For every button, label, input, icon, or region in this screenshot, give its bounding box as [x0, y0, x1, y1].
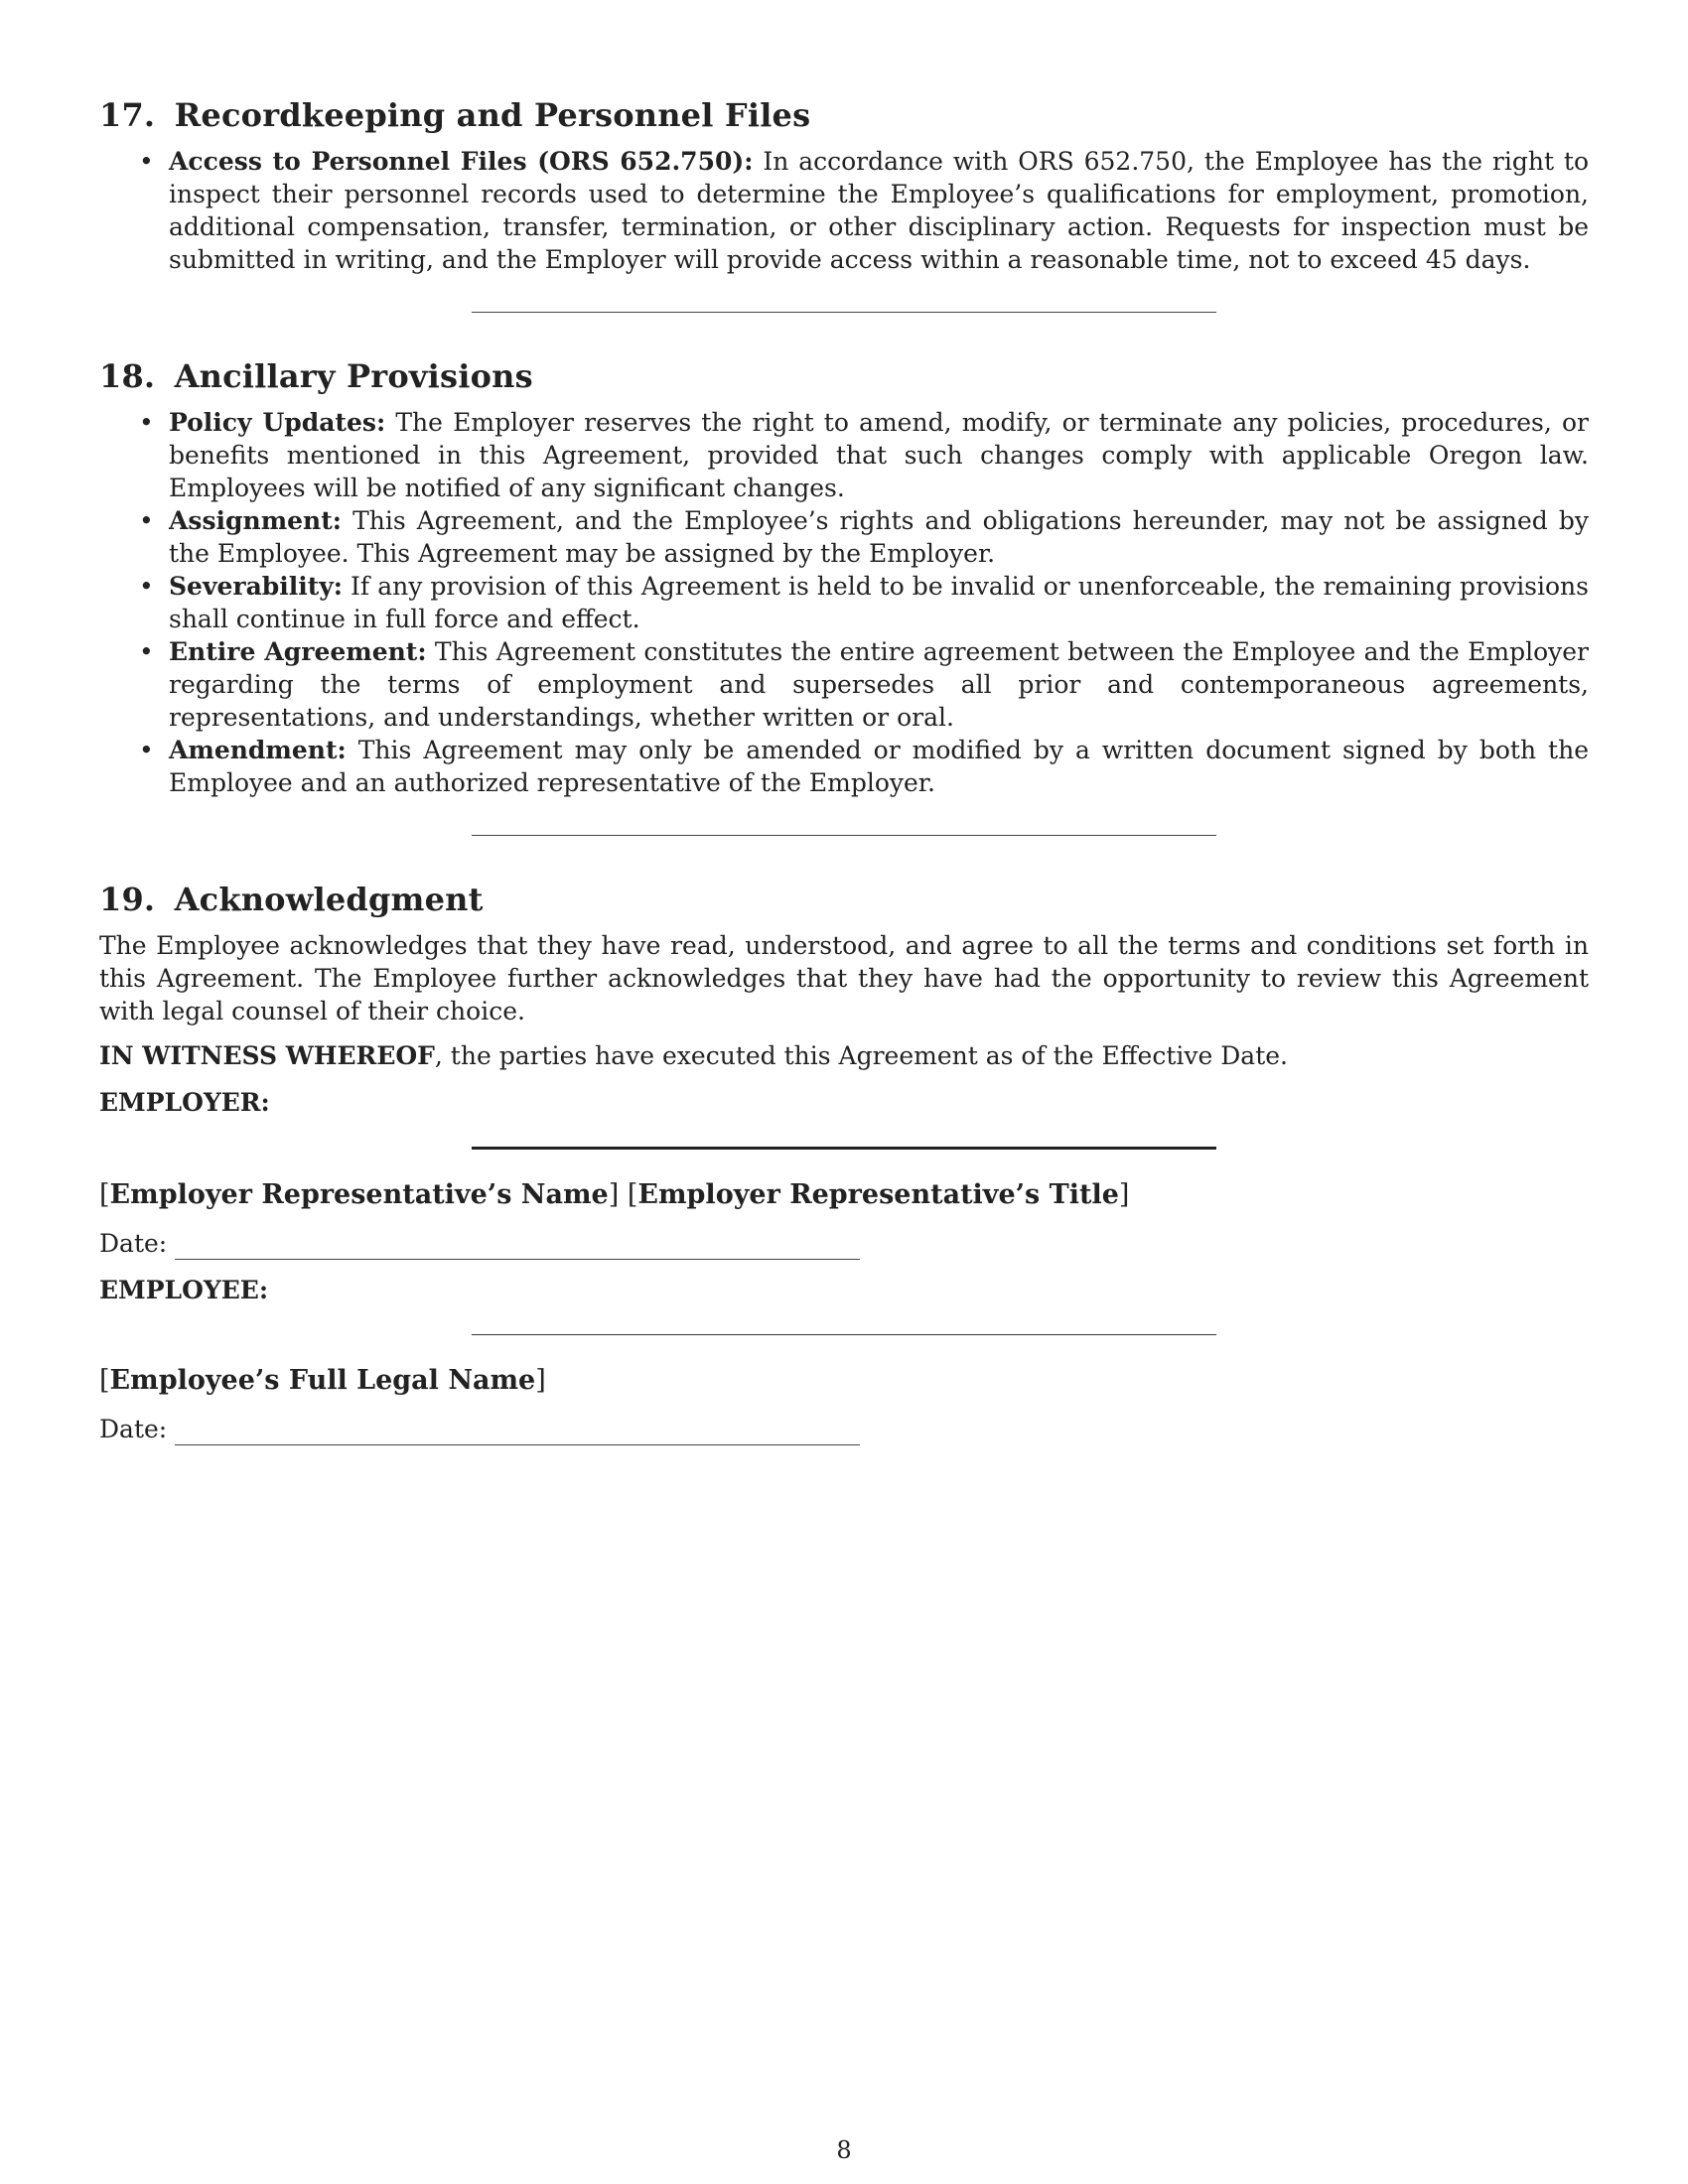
section-19-heading [99, 880, 1589, 919]
employer-rep-title: Employer Representative’s Title [637, 1179, 1119, 1210]
item-text: This Agreement may only be amended or modified by a written document signed by both the Employee and an authorized representative of the Employer. [169, 736, 1589, 797]
bracket: ] [535, 1365, 546, 1396]
item-label: Access to Personnel Files (ORS 652.750): [169, 147, 754, 176]
item-label: Severability: [169, 572, 344, 601]
employee-signature-line[interactable] [472, 1334, 1216, 1335]
section-title: Ancillary Provisions [174, 357, 533, 395]
item-text: If any provision of this Agreement is held to be invalid or unenforceable, the remaining provisions shall continue in full force and effect. [169, 572, 1589, 633]
employee-name: Employee’s Full Legal Name [109, 1365, 536, 1396]
acknowledgment-paragraph: The Employee acknowledges that they have read, understood, and agree to all the terms and conditions set forth in this Agreement. The Employee further acknowledges that they have had the opportunity to review this Agreement with legal counsel of their choice. [99, 931, 1589, 1025]
list-item [169, 734, 1589, 799]
employer-rep-name: Employer Representative’s Name [109, 1179, 609, 1210]
employer-name-line [99, 1177, 1589, 1213]
witness-bold: IN WITNESS WHEREOF [99, 1041, 435, 1070]
section-divider [472, 835, 1216, 836]
section-18-list [99, 406, 1589, 799]
list-item [169, 406, 1589, 504]
bracket: [ [99, 1365, 110, 1396]
item-text: In accordance with ORS 652.750, the Employee has the right to inspect their personnel records used to determine the Employee’s qualifications for employment, promotion, additional compensation, transfer, termination, or other disciplinary action. Requests for inspection must be submitted in writing, and the Employer will provide access within a reasonable time, not to exceed 45 days. [169, 147, 1589, 274]
list-item [169, 570, 1589, 635]
date-label: Date: [99, 1229, 168, 1258]
section-17-list [99, 145, 1589, 276]
item-label: Amendment: [169, 736, 347, 764]
bracket: [ [619, 1179, 638, 1210]
section-title: Acknowledgment [174, 881, 484, 918]
employee-date-field[interactable] [175, 1419, 860, 1445]
list-item [169, 504, 1589, 570]
page-content [99, 95, 1589, 1445]
employer-signature-line[interactable] [472, 1147, 1216, 1150]
section-title: Recordkeeping and Personnel Files [174, 96, 811, 134]
item-label: Policy Updates: [169, 408, 386, 437]
employer-label: EMPLOYER: [99, 1088, 270, 1117]
list-item [169, 635, 1589, 734]
employer-date-field[interactable] [175, 1233, 860, 1260]
section-number: 18. [99, 357, 156, 395]
section-number: 17. [99, 96, 156, 134]
item-text: This Agreement, and the Employee’s rights and obligations hereunder, may not be assigned by the Employee. This Agreement may be assigned by the Employer. [169, 506, 1589, 568]
item-label: Assignment: [169, 506, 343, 535]
date-label: Date: [99, 1415, 168, 1443]
employee-label: EMPLOYEE: [99, 1276, 269, 1304]
section-number: 19. [99, 881, 156, 918]
item-label: Entire Agreement: [169, 637, 427, 666]
witness-statement [99, 1039, 1589, 1072]
section-divider [472, 312, 1216, 313]
employer-date-row [99, 1227, 1589, 1260]
bracket: ] [608, 1179, 620, 1210]
section-17-heading [99, 95, 1589, 135]
item-text: This Agreement constitutes the entire agreement between the Employee and the Employer regarding the terms of employment and supersedes all prior and contemporaneous agreements, representations, and understandings, whether written or oral. [169, 637, 1590, 732]
list-item [169, 145, 1589, 276]
bracket: [ [99, 1179, 110, 1210]
witness-rest: , the parties have executed this Agreement as of the Effective Date. [434, 1041, 1289, 1070]
section-18-heading [99, 356, 1589, 396]
item-text: The Employer reserves the right to amend, modify, or terminate any policies, procedures, or benefits mentioned in this Agreement, provided that such changes comply with applicable Oregon law. Employees will be notified of any significant changes. [169, 408, 1590, 502]
employee-name-line [99, 1363, 1589, 1399]
bracket: ] [1118, 1179, 1130, 1210]
page-number: 8 [836, 2136, 852, 2164]
employee-date-row [99, 1413, 1589, 1445]
